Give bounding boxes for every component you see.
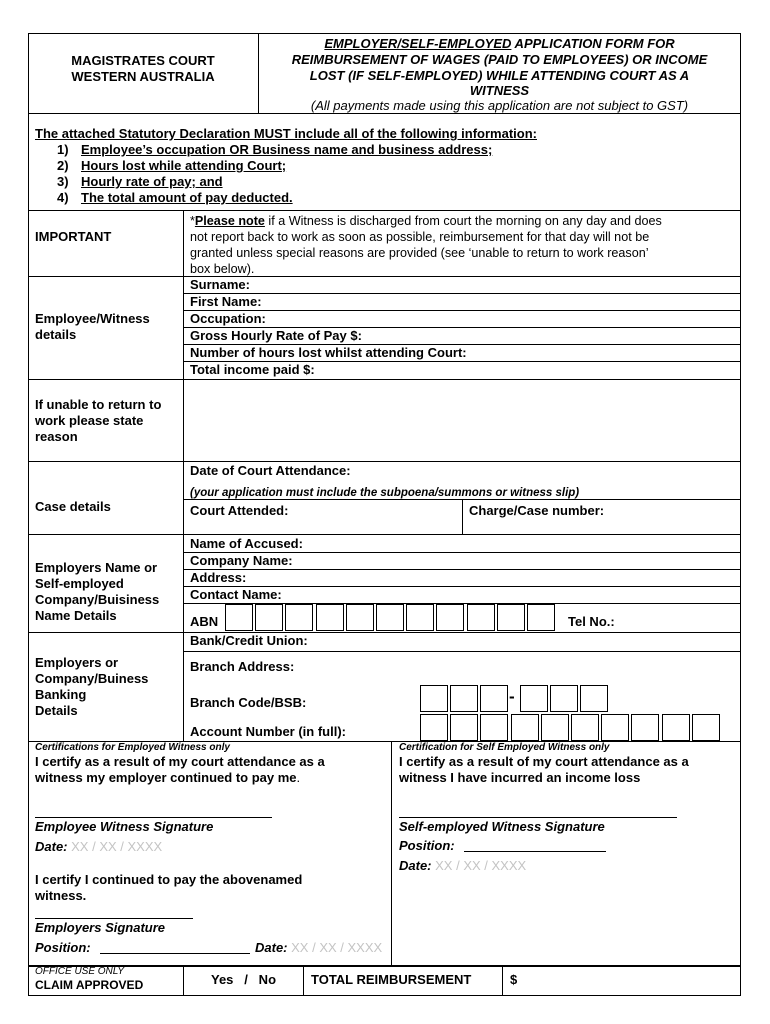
employer-cert-line1: I certify I continued to pay the abovenamed	[35, 872, 303, 887]
self-date-field[interactable]: Date: XX / XX / XXXX	[399, 858, 527, 873]
surname-field[interactable]: Surname:	[190, 277, 250, 292]
tel-field[interactable]: Tel No.:	[568, 614, 615, 629]
form-title-line2: REIMBURSEMENT OF WAGES (PAID TO EMPLOYEES) OR INCOME	[291, 52, 708, 67]
banking-label-line2: Company/Buiness	[35, 671, 149, 686]
unable-label-line2: work please state	[35, 413, 144, 428]
char-box[interactable]	[420, 714, 448, 741]
char-box[interactable]	[450, 714, 478, 741]
employee-signature-line[interactable]	[35, 817, 272, 818]
court-attended-field[interactable]: Court Attended:	[190, 503, 289, 518]
cert-self-heading: Certification for Self Employed Witness only	[399, 742, 610, 753]
char-box[interactable]	[255, 604, 283, 631]
total-income-field[interactable]: Total income paid $:	[190, 362, 315, 377]
declaration-item: Employee’s occupation OR Business name and business address;	[81, 142, 493, 157]
unable-reason-input[interactable]	[184, 380, 740, 461]
unable-label-line3: reason	[35, 429, 78, 444]
char-box[interactable]	[511, 714, 539, 741]
char-box[interactable]	[692, 714, 720, 741]
char-box[interactable]	[541, 714, 569, 741]
char-box[interactable]	[316, 604, 344, 631]
char-box[interactable]	[631, 714, 659, 741]
employer-label-line3: Company/Buisiness	[35, 592, 160, 607]
self-position-label: Position:	[399, 838, 455, 853]
char-box[interactable]	[436, 604, 464, 631]
declaration-item-num: 3)	[57, 174, 69, 189]
employee-signature-label: Employee Witness Signature	[35, 819, 214, 834]
address-field[interactable]: Address:	[190, 570, 247, 585]
form-title-line4: WITNESS	[469, 83, 530, 98]
char-box[interactable]	[520, 685, 548, 712]
char-box[interactable]	[376, 604, 404, 631]
important-label: IMPORTANT	[35, 229, 112, 244]
witness-label-line2: details	[35, 327, 77, 342]
occupation-field[interactable]: Occupation:	[190, 311, 266, 326]
self-signature-label: Self-employed Witness Signature	[399, 819, 605, 834]
claim-approved-label: CLAIM APPROVED	[35, 978, 144, 992]
court-date-field[interactable]: Date of Court Attendance:	[190, 463, 351, 478]
char-box[interactable]	[285, 604, 313, 631]
hourly-rate-field[interactable]: Gross Hourly Rate of Pay $:	[190, 328, 362, 343]
declaration-item-num: 1)	[57, 142, 69, 157]
cert-self-line1: I certify as a result of my court attendance as a	[399, 754, 689, 769]
total-reimbursement-label: TOTAL REIMBURSEMENT	[311, 972, 472, 987]
witness-label-line1: Employee/Witness	[35, 311, 150, 326]
unable-label-line1: If unable to return to	[35, 397, 162, 412]
important-note: *Please note if a Witness is discharged from court the morning on any day and does not report back to work as soon as possible, reimbursement for that day will not be granted unless special reasons are provided (see ‘unable to return to work reason’ box below).	[190, 214, 662, 276]
gst-note: (All payments made using this application are not subject to GST)	[310, 98, 689, 113]
first-name-field[interactable]: First Name:	[190, 294, 262, 309]
char-box[interactable]	[497, 604, 525, 631]
employer-position-label: Position:	[35, 940, 91, 955]
office-use-label: OFFICE USE ONLY	[35, 966, 125, 977]
employer-label-line4: Name Details	[35, 608, 117, 623]
char-box[interactable]	[450, 685, 478, 712]
banking-label-line4: Details	[35, 703, 78, 718]
employee-date-field[interactable]: Date: XX / XX / XXXX	[35, 839, 163, 854]
char-box[interactable]	[571, 714, 599, 741]
form-title-line1: EMPLOYER/SELF-EMPLOYED APPLICATION FORM FOR	[324, 36, 675, 51]
self-position-input[interactable]	[464, 851, 606, 852]
court-name-line1: MAGISTRATES COURT	[71, 53, 215, 68]
cert-employed-line2: witness my employer continued to pay me.	[35, 770, 301, 785]
char-box[interactable]	[527, 604, 555, 631]
declaration-item: Hours lost while attending Court;	[81, 158, 287, 173]
char-box[interactable]	[480, 685, 508, 712]
declaration-item: Hourly rate of pay; and	[81, 174, 223, 189]
declaration-intro: The attached Statutory Declaration MUST include all of the following information:	[35, 126, 537, 141]
employer-cert-line2: witness.	[35, 888, 87, 903]
employer-label-line1: Employers Name or	[35, 560, 158, 575]
declaration-item: The total amount of pay deducted.	[81, 190, 293, 205]
employer-label-line2: Self-employed	[35, 576, 124, 591]
contact-name-field[interactable]: Contact Name:	[190, 587, 282, 602]
employer-date-field[interactable]: Date: XX / XX / XXXX	[255, 940, 383, 955]
declaration-item-num: 4)	[57, 190, 69, 205]
employer-position-input[interactable]	[100, 953, 250, 954]
declaration-item-num: 2)	[57, 158, 69, 173]
branch-address-field[interactable]: Branch Address:	[190, 659, 295, 674]
abn-label: ABN	[190, 614, 219, 629]
banking-label-line3: Banking	[35, 687, 87, 702]
char-box[interactable]	[662, 714, 690, 741]
hours-lost-field[interactable]: Number of hours lost whilst attending Court:	[190, 345, 467, 360]
court-name-line2: WESTERN AUSTRALIA	[71, 69, 215, 84]
char-box[interactable]	[580, 685, 608, 712]
charge-number-field[interactable]: Charge/Case number:	[469, 503, 605, 518]
case-details-label: Case details	[35, 499, 111, 514]
subpoena-note: (your application must include the subpoena/summons or witness slip)	[190, 487, 580, 499]
employer-signature-label: Employers Signature	[35, 920, 166, 935]
employer-signature-line[interactable]	[35, 918, 193, 919]
company-name-field[interactable]: Company Name:	[190, 553, 293, 568]
yes-no-option[interactable]: Yes / No	[210, 972, 277, 987]
form-title-line3: LOST (IF SELF-EMPLOYED) WHILE ATTENDING COURT AS A	[309, 68, 690, 83]
bsb-dash: -	[509, 687, 515, 706]
char-box[interactable]	[480, 714, 508, 741]
application-form	[28, 33, 741, 1023]
bsb-label: Branch Code/BSB:	[190, 695, 307, 710]
cert-employed-line1: I certify as a result of my court attendance as a	[35, 754, 325, 769]
accused-name-field[interactable]: Name of Accused:	[190, 536, 303, 551]
char-box[interactable]	[550, 685, 578, 712]
char-box[interactable]	[225, 604, 253, 631]
char-box[interactable]	[420, 685, 448, 712]
char-box[interactable]	[601, 714, 629, 741]
char-box[interactable]	[467, 604, 495, 631]
cert-self-line2: witness I have incurred an income loss	[399, 770, 641, 785]
cert-employed-heading: Certifications for Employed Witness only	[35, 742, 230, 753]
account-number-label: Account Number (in full):	[190, 724, 346, 739]
char-box[interactable]	[346, 604, 374, 631]
bank-field[interactable]: Bank/Credit Union:	[190, 633, 308, 648]
total-reimbursement-input[interactable]: $	[510, 972, 518, 987]
char-box[interactable]	[406, 604, 434, 631]
self-signature-line[interactable]	[399, 817, 677, 818]
banking-label-line1: Employers or	[35, 655, 119, 670]
